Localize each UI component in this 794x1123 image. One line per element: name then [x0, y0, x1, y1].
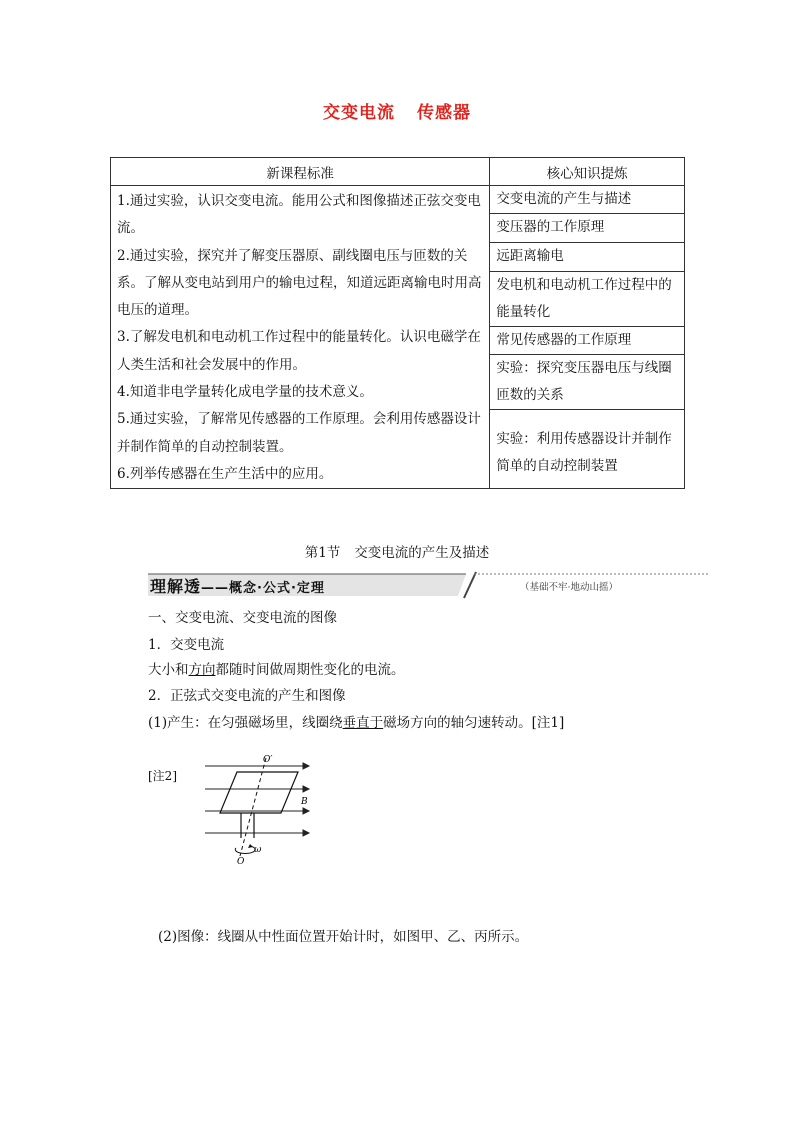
- table-header-core: 核心知识提炼: [490, 158, 685, 186]
- item1-title: 1．交变电流: [148, 637, 225, 653]
- heading-1: 一、交变电流、交变电流的图像: [148, 610, 337, 626]
- title-left: 交变电流: [323, 103, 395, 123]
- standard-item: 6.列举传感器在生产生活中的应用。: [117, 465, 333, 482]
- core-item: [490, 186, 685, 214]
- standard-item: 2.通过实验，探究并了解变压器原、副线圈电压与匝数的关系。了解从变电站到用户的输电过程，知道远距离输电时用高电压的道理。: [117, 247, 482, 319]
- banner-dash: ——: [201, 581, 230, 596]
- field-b-label: B: [301, 797, 308, 807]
- core-item: [490, 410, 685, 489]
- standard-item: 1.通过实验，认识交变电流。能用公式和图像描述正弦交变电流。: [117, 193, 481, 237]
- core-item: [490, 355, 685, 410]
- standard-item: 4.知道非电学量转化成电学量的技术意义。: [117, 384, 373, 401]
- core-item-text: 交变电流的产生与描述: [496, 191, 632, 207]
- omega-label: ω: [254, 845, 262, 855]
- core-item-text: 发电机和电动机工作过程中的能量转化: [496, 276, 672, 320]
- axis-bottom-label: O: [237, 857, 245, 867]
- section-banner: [148, 570, 708, 600]
- banner-motto: （基础不牢·地动山摇）: [520, 582, 619, 593]
- item2-p1: [148, 713, 564, 733]
- item2-p1-a: (1)产生：在匀强磁场里，线圈绕: [148, 715, 343, 731]
- core-item-text: 常见传感器的工作原理: [496, 331, 632, 348]
- banner-main-text: 理解透: [150, 577, 202, 596]
- section-name: 交变电流的产生及描述: [354, 545, 490, 561]
- axis-top-label: O′: [263, 755, 273, 765]
- standard-item: 3.了解发电机和电动机工作过程中的能量转化。认识电磁学在人类生活和社会发展中的作用。: [117, 329, 481, 373]
- table-header-standards: 新课程标准: [111, 158, 490, 186]
- section-title: [0, 541, 794, 561]
- item1-underlined: 方向: [188, 662, 216, 678]
- item1-text: [148, 660, 405, 680]
- core-item: [490, 242, 685, 271]
- core-item-text: 远距离输电: [496, 247, 564, 264]
- note-2-label: [注2]: [148, 769, 177, 783]
- item2-p1-underlined: 垂直于: [342, 715, 384, 731]
- page-title: [0, 98, 794, 123]
- core-item: [490, 326, 685, 355]
- item1-text-b: 都随时间做周期性变化的电流。: [215, 662, 405, 678]
- standards-cell: [111, 186, 490, 489]
- core-item: [490, 214, 685, 243]
- item2-p2: (2)图像：线圈从中性面位置开始计时，如图甲、乙、丙所示。: [158, 929, 529, 945]
- item2-p1-b: 磁场方向的轴匀速转动。[注1]: [383, 715, 565, 731]
- core-item-text: 实验：探究变压器电压与线圈匝数的关系: [496, 360, 672, 404]
- core-item: [490, 271, 685, 326]
- standard-item: 5.通过实验，了解常见传感器的工作原理。会利用传感器设计并制作简单的自动控制装置。: [117, 411, 481, 455]
- item2-title: 2．正弦式交变电流的产生和图像: [148, 688, 346, 704]
- core-item-text: 变压器的工作原理: [496, 219, 605, 235]
- curriculum-table: [110, 157, 685, 489]
- banner-title: [150, 574, 325, 597]
- core-item-text: 实验：利用传感器设计并制作简单的自动控制装置: [496, 431, 672, 475]
- coil-in-magnetic-field-figure: [200, 752, 320, 867]
- section-number: 第1节: [304, 545, 341, 561]
- item1-text-a: 大小和: [148, 662, 189, 678]
- banner-subtitle: 概念·公式·定理: [229, 581, 325, 596]
- title-right: 传感器: [417, 103, 471, 123]
